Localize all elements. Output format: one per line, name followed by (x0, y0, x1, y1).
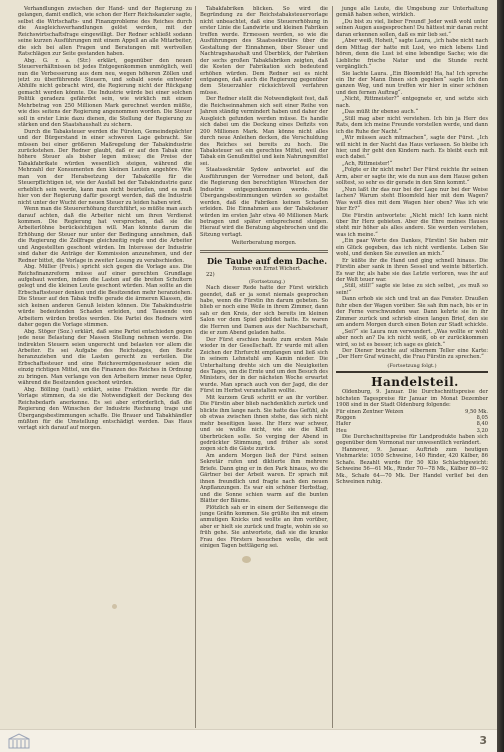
price-value: 9,50 Mk. (465, 408, 488, 415)
paragraph: Oldenburg, 9. Januar. Die Durchschnittspreise der höchsten Tagespreise für Januar im Monat Dezember 1908 sind in der Stadt Oldenburg folgende: (336, 389, 488, 409)
paragraph: Am andern Morgen ließ der Fürst seinen Sekretär rufen und diktierte ihm mehrere Briefe. Dann ging er in den Park hinaus, wo die Gärtner bei der Arbeit waren. Er sprach mit ihnen freundlich und fragte nach den neuen Anpflanzungen. Es war ein schöner Herbsttag, und die Sonne schien warm auf die bunten Blätter der Bäume. (200, 452, 328, 505)
paragraph: Hannover, 9. Januar. Auftrieb zum heutigen Viehmarkte: 1050 Schweine, 140 Rinder, 420 Kälber, 86 Schafe. Bezahlt wurde für 50 Kilo Schlachtgewicht: Schweine 56—61 Mk., Rinder 70—78 Mk., Kälber 80—92 Mk., Schafe 64—70 Mk. Der Handel verlief bei den Schweinen ruhig. (336, 446, 488, 486)
paragraph: Die Durchschnittspreise für Landprodukte haben sich gegenüber dem Vormonat nur unwesentlich verändert. (336, 433, 488, 447)
paragraph: Durch die Tabaksteuer werden die Fürsten, Gemeindepächter und der Bürgerstand in einer schweren Lage gebracht. Sie müssen bei einer größeren Maßregelung der Tabakindustrie zurückstehen. Der Redner glaubt, daß er auf den Tabak eine höhere Steuer als bisher legen müsse; die Preise der Tabakfabrikate würden wesentlich steigen, während die Mehrzahl der Konsumenten den kleinen Leuten angehöre. Wie man von der Herabsetzung der Tabakzölle für die Steuerpflichtigen ist, wie der Ausfall bei der Tabakindustrie ganz erheblich sein werde, kann man nicht beurteilen, und es muß hier von der Regierung dafür gesorgt werden, daß die Industrie nicht unter der Wucht der neuen Steuer zu leiden haben wird. (18, 128, 192, 206)
price-label: Hafer (336, 421, 351, 428)
serial-author: Roman von Ernst Wichert. (232, 265, 302, 272)
library-building-icon (8, 733, 30, 749)
paragraph: Der Redner stellt die Notwendigkeit fest, daß die Reichseinnahmen sich seit einer Reihe von Jahren ständig vermindert haben und daher der Ausgleich gefunden werden müsse. Es handle sich dabei um die Deckung eines Defizits von 200 Millionen Mark. Man könne nicht alles durch neue Anleihen decken, die Verschuldung des Reiches sei bereits zu hoch. Die Tabaksteuer sei ein gerechtes Mittel, weil der Tabak ein Genußmittel und kein Nahrungsmittel sei. (200, 96, 328, 167)
paragraph: Wenn man die Steuererhöhung durchführt, so müßte man auch darauf achten, daß die Arbeiter nicht um ihren Verdienst kommen. Die Regierung hat versprochen, daß sie die Arbeiterlöhne berücksichtigen will. Man könnte darum die Erhöhung der Steuer nur unter der Bedingung annehmen, daß die Regierung die Zollfrage gleichzeitig regle und die Arbeiter und Angestellten geschont würden. Im Interesse der Industrie sind daher die Anträge der Kommission anzunehmen, und der Redner bittet, die Vorlage in zweiter Lesung zu verabschieden. (18, 206, 192, 264)
column-rule (195, 6, 196, 728)
paragraph: Der Fürst erschien heute zum ersten Male wieder in der Gesellschaft. Er wurde mit allen Zeichen der Ehrfurcht empfangen und ließ sich in seinem Lehnstuhl am Kamin nieder. Die Unterhaltung drehte sich um die Neuigkeiten des Tages, um die Ernte und um den Besuch des Ministers, der in der nächsten Woche erwartet wurde. Man sprach auch von der Jagd, die der Fürst im Herbst veranstalten wollte. (200, 336, 328, 395)
section-separator (336, 371, 488, 373)
trade-text-2 (336, 434, 488, 486)
paragraph: Sie lachte Laura. „Ein Bloomfeld! Ha, ha! Ich spreche ein Ihr der Mann Ihnen sich gegeben“ sagte Ich den ganzen Weg, und nun treffen wir hier in einer schönen und den fernen Auftrag“. (336, 70, 488, 96)
paragraph: Abg. Müller (Freis.) spricht sich gegen die Vorlage aus. Die Reichsfinanzreform müsse auf einer gerechten Grundlage aufgebaut werden, indem die Lasten auf die breiten Schultern gelegt und die kleinen Leute geschont würden. Man sollte an die Erbschaftssteuer denken und die Besitzenden mehr heranziehen. Die Steuer auf den Tabak treffe gerade die ärmeren Klassen, die sich keinen anderen Genuß leisten können. Die Tabakindustrie würde bedeutenden Schaden erleiden, und Tausende von Arbeitern würden brotlos werden. Die Partei des Redners wird daher gegen die Vorlage stimmen. (18, 264, 192, 329)
price-table (336, 409, 488, 434)
page-number: 3 (479, 734, 487, 747)
page-binding-edge (497, 0, 504, 752)
serial-text-continued (336, 6, 488, 361)
paragraph: „Nicht, Rittmeister?“ entgegnete er, und setzte sich nach. (336, 96, 488, 109)
serial-text (200, 285, 328, 550)
paper-stain (112, 604, 117, 609)
paragraph: Abg. Bölling (natl.) erklärt, seine Fraktion werde für die Vorlage stimmen, da sie die Notwendigkeit der Deckung des Reichsbedarfs anerkenne. Es sei aber erforderlich, daß die Regierung den Wünschen der Industrie Rechnung trage und Übergangsbestimmungen schaffe. Die Brauer und Tabakhändler müßten für die Umstellung entschädigt werden. Das Haus vertagt sich darauf auf morgen. (18, 386, 192, 432)
paragraph: „Du bist zu viel, lieber Freund! Jeder weiß wohl unter seinen Augen ausgesprochen! Du hättest mir daran recht daran erkennen sollen, daß es mir lieb sei.“ (336, 18, 488, 38)
paragraph: „Sei?“ sie Laura nun verwundert. „Was wollte er wohl aber noch an? Da ich nicht weiß, ob er zurückkommen wird, so ist es besser, ich sage es gleich.“ (336, 328, 488, 348)
paragraph: Dann erhob sie sich und trat an das Fenster. Draußen fuhr eben der Wagen vorüber. Sie sah ihm nach, bis er in der Ferne verschwunden war. Dann kehrte sie in ihr Zimmer zurück und schrieb einen langen Brief, den sie am andern Morgen durch einen Boten zur Stadt schickte. (336, 296, 488, 329)
scan-footer (0, 729, 497, 752)
paragraph: Verhandlungen zwischen der Hand- und der Regierung zu gelangen, damit endlich, wie schon der Herr Reichskanzler sagte, selbst die Wirtschafts- und Finanzprobleme des Reiches durch die Ausgleichsverhandlungen gelöst werden, mit der Reichswirtschaftsfrage eingewilligt. Der Redner schließt sodann seine kurzen Ausführungen mit einem Appell an alle Mitarbeiter, die sich bei allen Fragen und Beratungen mit wertvollen Ratschlägen zur Seite gestanden haben. (18, 6, 192, 58)
price-value: 8,05 (476, 415, 488, 422)
to-be-continued-note: (Fortsetzung folgt.) (387, 362, 437, 369)
column-2 (200, 6, 328, 726)
paragraph: junge alle Leute, die Umgebung zur Unterhaltung gemäß haben sehen, wirklich. (336, 6, 488, 19)
paragraph: Abg. G. r. a. (Str.) erklärt, gegenüber den neuen Steuerverhältnissen ist jedes Entgegenkommen unmöglich, weil nun die Verbesserung aus dem neu, wegen höheren Zöllen und jetzt zu überführende Steuern, und sobald sowie entweder Abhilfe nicht gebracht wird, die Regierung nicht der Rückgang gemacht werden könnte. Die Industrie würde bei einer solchen Politik geradezu gefährdet sein, wie wirklich mit einem Mehrbetrag von 250 Millionen Mark gerechnet werden müßte, wie dies seitens der Regierung angenommen worden. Die Steuer soll in erster Linie dazu dienen, die Stellung der Regierung zu stärken und den Staatshaushalt zu sichern. (18, 57, 192, 129)
price-label: Für einen Zentner Weizen (336, 408, 404, 415)
paragraph: Mit kurzem Gruß schritt er an ihr vorüber. Die Fürstin aber blieb nachdenklich zurück und blickte ihm lange nach. Sie hatte das Gefühl, als ob etwas zwischen ihnen stehe, das sich nicht mehr beseitigen lasse. Ihr Herz war schwer, und sie wußte nicht, wie sie die Kluft überbrücken solle. So verging der Abend in gedrückter Stimmung, und früher als sonst zogen sich die Gäste zurück. (200, 394, 328, 453)
parliament-continuation (200, 6, 328, 238)
paragraph: „Still mag aber nicht verstehen. Ich bin ja Herr des Rats, dem ich meine Freunde vorstellen werde, und dann ich die Ruhe der Nacht.“ (336, 115, 488, 135)
paragraph: Nach dieser Rede hatte der Fürst wirklich geendet, daß er ja sonst niemals gesprochen habe, wenn die Fürstin ihn darum gebeten. So blieb er noch eine Weile in ihrem Zimmer, dann sah er den Kreis, der sich bereits im kleinen Salon vor dem Spiel gebildet hatte. Es waren die Herren und Damen aus der Nachbarschaft, die er zum Abend geladen hatte. (200, 285, 328, 337)
price-label: Roggen (336, 415, 356, 422)
paragraph: Tabakfabriken blicken. So wird die Begründung zu der Reichstabaksteuervorlage nicht unbeachtet, daß eine Steuererhöhung in erster Linie die Landwirte und kleinen Fabriken treffen werde. Ermessen werden, so wie die Ausführungen des Staatssekretärs über die Gestaltung der Einnahmen, über Steuer und Nachtragshaushalt und Überblick, der Fabriken der sechs großen Tabakfabriken zeigten, daß die Kosten der Fabrikation sich bedeutend erhöhen würden. Dem Redner sei es nicht entgangen, daß auch die Regierung gegenüber dem Steuerzahler rücksichtsvoll verfahren müsse. (200, 6, 328, 96)
serial-continuation: (Fortsetzung.) (249, 278, 285, 285)
paragraph: „Das müßt ihr ebenso auch.“ (342, 109, 419, 116)
column-3 (336, 6, 488, 726)
paragraph: „Wir müssen auch mitmachen“, sagte der Fürst. „Ich will nicht in der Nacht das Haus verlassen. So bleibe ich hier, und ihr geht den Kindern nach. Es bleibt euch mit euch dabei.“ (336, 135, 488, 161)
paragraph: „Aber weiß, Hoheit,“ sagte Laura, „ich habe nicht nach dem Mittag der hatte mit Lust, wo mich lebens Lind hören, denn die Lust ist eine lebendige Sache; wie die Liebliche frische Natur und die Stunde recht vergänglich.“ (336, 38, 488, 71)
paragraph: Abg. Stöger (Soz.) erklärt, daß seine Partei entschieden gegen jede neue Belastung der Massen Stellung nehmen werde. Die indirekten Steuern seien ungerecht und belasten vor allem die Arbeiter. Es sei Aufgabe des Reichstages, den Besitz heranzuziehen und die Lasten gerecht zu verteilen. Die Erbschaftssteuer und eine Reichsvermögenssteuer seien die einzig richtigen Mittel, um die Finanzen des Reiches in Ordnung zu bringen. Man verlange von den Arbeitern immer neue Opfer, während die Besitzenden geschont würden. (18, 328, 192, 387)
trade-section-title: Handelsteil. (371, 375, 459, 390)
paragraph: Plötzlich sah er in einem der Seitenwege die junge Gräfin kommen. Sie grüßte ihn mit einem anmutigen Knicks und wollte an ihm vorüber, aber er hielt sie zurück und fragte, wohin sie so früh gehe. Sie antwortete, daß sie die kranke Frau des Försters besuchen wolle, die seit einigen Tagen bettlägerig sei. (200, 504, 328, 550)
paragraph: Die Fürstin antwortete: „Nicht mich! Ich kann nicht über Ihr Herz gebieten. Aber die Ehre meines Hauses steht mir höher als alles andere. Sie werden verstehen, was ich meine.“ (336, 212, 488, 238)
continuation-note: Weiterberatung morgen. (231, 240, 297, 247)
paragraph: „Folgte er ihr nicht mehr! Der Fürst reichte ihr seinen Arm, aber er sagte ihr, wie du nun aus dem Hause gehen solltest, so sehr es dir gerade in den Sinn kommt.“ (336, 167, 488, 187)
column-rule (332, 6, 333, 728)
price-label: Heu (336, 427, 347, 434)
paragraph: „Still, still!“ sagte sie leise zu sich selbst, „es muß so sein!“ (336, 283, 488, 296)
paragraph: „Ach, Rittmeister!“ (342, 160, 393, 167)
paragraph: Staatssekretär Sydow antwortet auf die Ausführungen der Vorredner und betont, daß die Regierung den berechtigten Wünschen der Industrie entgegenkommen werde. Die Übergangsbestimmungen würden so gestaltet werden, daß die Fabriken keinen Schaden erleiden. Die Einnahmen aus der Tabaksteuer würden im ersten Jahr etwa 40 Millionen Mark betragen und später entsprechend steigen. Hierauf wird die Beratung abgebrochen und die Sitzung vertagt. (200, 167, 328, 238)
paragraph: Der Diener brachte auf silbernem Teller eine Karte: „Der Herr Graf wünscht, die Frau Fürstin zu sprechen.“ (336, 348, 488, 361)
column-1-parliament-report (18, 6, 192, 726)
paragraph: „Nun laßt ihr das nur bei der Lage nur bei der Weise lachen? Warum steht Bloomfeld hier mit dem Wagen? Was weiß dies mit dem Wagen hier oben? Was ich wie hier Er?“ (336, 186, 488, 213)
price-value: 3,20 (476, 427, 488, 434)
price-value: 8,40 (476, 421, 488, 428)
serial-number: 22) (206, 272, 215, 279)
trade-text (336, 389, 488, 408)
paragraph: „Ein paar Worte des Dankes, Fürstin! Sie haben mir ein Glück gegeben, das ich nicht verdiente. Leben Sie wohl, und denken Sie zuweilen an mich.“ (336, 238, 488, 258)
section-separator (200, 250, 328, 253)
serial-title: Die Taube auf dem Dache. (206, 255, 328, 266)
paper-stain (242, 556, 251, 563)
paragraph: Er küßte ihr die Hand und ging schnell hinaus. Die Fürstin aber sank in ihren Sessel und weinte bitterlich. Es war ihr, als habe sie das Letzte verloren, was ihr auf der Welt teuer war. (336, 257, 488, 284)
